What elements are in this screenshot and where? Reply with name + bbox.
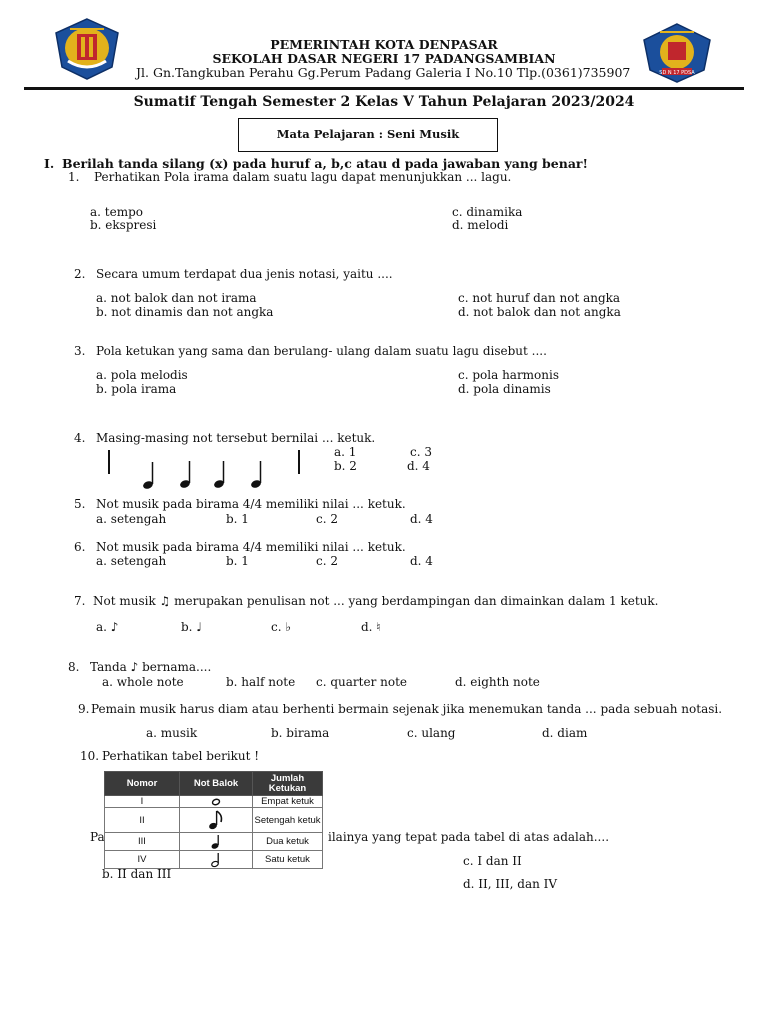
letterhead-line2: SEKOLAH DASAR NEGERI 17 PADANGSAMBIAN bbox=[212, 51, 556, 66]
q3-text: Pola ketukan yang sama dan berulang- ulang dalam suatu lagu disebut .... bbox=[96, 344, 547, 358]
note-value-table bbox=[104, 771, 323, 869]
q10-number: 10. bbox=[80, 749, 100, 763]
q10-option-c[interactable]: c. I dan II bbox=[463, 854, 522, 868]
q2-number: 2. bbox=[74, 267, 86, 281]
q2-option-b[interactable]: b. not dinamis dan not angka bbox=[96, 305, 274, 319]
quarter-note-icon bbox=[179, 461, 191, 489]
q6-text: Not musik pada birama 4/4 memiliki nilai ... ketuk. bbox=[96, 540, 406, 554]
q4-quarter-notes-figure bbox=[100, 448, 310, 494]
eighth-note-icon bbox=[180, 808, 253, 833]
subject-label: Mata Pelajaran : Seni Musik bbox=[276, 127, 460, 141]
table-cell-nomor: IV bbox=[105, 851, 180, 869]
q4-option-c[interactable]: c. 3 bbox=[410, 445, 432, 459]
half-note-icon bbox=[180, 851, 253, 869]
quarter-note-icon bbox=[142, 462, 154, 490]
q2-option-d[interactable]: d. not balok dan not angka bbox=[458, 305, 621, 319]
q6-option-c[interactable]: c. 2 bbox=[316, 554, 338, 568]
table-cell-nomor: III bbox=[105, 833, 180, 851]
table-row bbox=[105, 833, 323, 851]
q4-number: 4. bbox=[74, 431, 86, 445]
letterhead-rule bbox=[24, 87, 744, 90]
table-header-nomor: Nomor bbox=[105, 772, 180, 796]
q3-number: 3. bbox=[74, 344, 86, 358]
section-number: I. bbox=[44, 156, 55, 171]
q5-option-d[interactable]: d. 4 bbox=[410, 512, 433, 526]
table-cell-ketukan: Satu ketuk bbox=[253, 851, 323, 869]
q7-option-b[interactable]: b. ♩ bbox=[181, 620, 202, 634]
quarter-note-icon bbox=[250, 461, 262, 489]
q5-option-b[interactable]: b. 1 bbox=[226, 512, 249, 526]
q9-text: Pemain musik harus diam atau berhenti bermain sejenak jika menemukan tanda ... pada sebuah notasi. bbox=[91, 702, 723, 716]
q1-number: 1. bbox=[68, 170, 80, 184]
table-row bbox=[105, 851, 323, 869]
q3-option-a[interactable]: a. pola melodis bbox=[96, 368, 188, 382]
q6-number: 6. bbox=[74, 540, 86, 554]
table-cell-ketukan: Setengah ketuk bbox=[253, 808, 323, 833]
q9-option-c[interactable]: c. ulang bbox=[407, 726, 456, 740]
q10-stem-prefix: Pa bbox=[90, 830, 105, 844]
quarter-note-icon bbox=[180, 833, 253, 851]
q2-option-a[interactable]: a. not balok dan not irama bbox=[96, 291, 257, 305]
q5-text: Not musik pada birama 4/4 memiliki nilai ... ketuk. bbox=[96, 497, 406, 511]
q6-option-a[interactable]: a. setengah bbox=[96, 554, 167, 568]
q8-text: Tanda ♪ bernama.... bbox=[90, 660, 212, 674]
letterhead-line1: PEMERINTAH KOTA DENPASAR bbox=[270, 37, 498, 52]
q7-number: 7. bbox=[74, 594, 86, 608]
q10-option-d[interactable]: d. II, III, dan IV bbox=[463, 877, 558, 891]
table-cell-ketukan: Dua ketuk bbox=[253, 833, 323, 851]
q4-option-a[interactable]: a. 1 bbox=[334, 445, 357, 459]
q4-option-b[interactable]: b. 2 bbox=[334, 459, 357, 473]
q1-text: Perhatikan Pola irama dalam suatu lagu dapat menunjukkan ... lagu. bbox=[94, 170, 512, 184]
q8-option-d[interactable]: d. eighth note bbox=[455, 675, 540, 689]
q1-option-d[interactable]: d. melodi bbox=[452, 218, 509, 232]
whole-note-icon bbox=[180, 796, 253, 808]
q10-option-b[interactable]: b. II dan III bbox=[102, 867, 172, 881]
q8-option-a[interactable]: a. whole note bbox=[102, 675, 184, 689]
q7-option-a[interactable]: a. ♪ bbox=[96, 620, 119, 634]
table-row bbox=[105, 796, 323, 808]
q6-option-d[interactable]: d. 4 bbox=[410, 554, 433, 568]
section-instruction: Berilah tanda silang (x) pada huruf a, b,c atau d pada jawaban yang benar! bbox=[62, 156, 589, 171]
q2-text: Secara umum terdapat dua jenis notasi, yaitu .... bbox=[96, 267, 393, 281]
q7-option-c[interactable]: c. ♭ bbox=[271, 620, 292, 634]
q8-number: 8. bbox=[68, 660, 80, 674]
q8-option-c[interactable]: c. quarter note bbox=[316, 675, 408, 689]
school-logo-text: SD N 17 PDSA bbox=[659, 70, 695, 76]
q9-option-a[interactable]: a. musik bbox=[146, 726, 198, 740]
table-row bbox=[105, 808, 323, 833]
q5-number: 5. bbox=[74, 497, 86, 511]
q7-text: Not musik ♫ merupakan penulisan not ... yang berdampingan dan dimainkan dalam 1 ketuk. bbox=[93, 594, 659, 608]
q4-text: Masing-masing not tersebut bernilai ... ketuk. bbox=[96, 431, 376, 445]
table-cell-ketukan: Empat ketuk bbox=[253, 796, 323, 808]
q1-option-c[interactable]: c. dinamika bbox=[452, 205, 523, 219]
q5-option-c[interactable]: c. 2 bbox=[316, 512, 338, 526]
q6-option-b[interactable]: b. 1 bbox=[226, 554, 249, 568]
table-header-jumlah-ketukan: Jumlah Ketukan bbox=[253, 772, 323, 796]
letterhead-address: Jl. Gn.Tangkuban Perahu Gg.Perum Padang Galeria I No.10 Tlp.(0361)735907 bbox=[136, 65, 631, 80]
q10-stem-suffix: ilainya yang tepat pada tabel di atas adalah.... bbox=[328, 830, 610, 844]
q9-number: 9. bbox=[78, 702, 90, 716]
q9-option-b[interactable]: b. birama bbox=[271, 726, 330, 740]
q5-option-a[interactable]: a. setengah bbox=[96, 512, 167, 526]
q3-option-c[interactable]: c. pola harmonis bbox=[458, 368, 560, 382]
q3-option-b[interactable]: b. pola irama bbox=[96, 382, 177, 396]
q1-option-a[interactable]: a. tempo bbox=[90, 205, 143, 219]
q8-option-b[interactable]: b. half note bbox=[226, 675, 296, 689]
q2-option-c[interactable]: c. not huruf dan not angka bbox=[458, 291, 621, 305]
q9-option-d[interactable]: d. diam bbox=[542, 726, 588, 740]
table-cell-nomor: I bbox=[105, 796, 180, 808]
exam-title: Sumatif Tengah Semester 2 Kelas V Tahun Pelajaran 2023/2024 bbox=[133, 94, 635, 110]
quarter-note-icon bbox=[213, 461, 225, 489]
table-header-not-balok: Not Balok bbox=[180, 772, 253, 796]
table-cell-nomor: II bbox=[105, 808, 180, 833]
q10-text: Perhatikan tabel berikut ! bbox=[102, 749, 260, 763]
q1-option-b[interactable]: b. ekspresi bbox=[90, 218, 157, 232]
q7-option-d[interactable]: d. ♮ bbox=[361, 620, 381, 634]
q3-option-d[interactable]: d. pola dinamis bbox=[458, 382, 551, 396]
q4-option-d[interactable]: d. 4 bbox=[407, 459, 430, 473]
